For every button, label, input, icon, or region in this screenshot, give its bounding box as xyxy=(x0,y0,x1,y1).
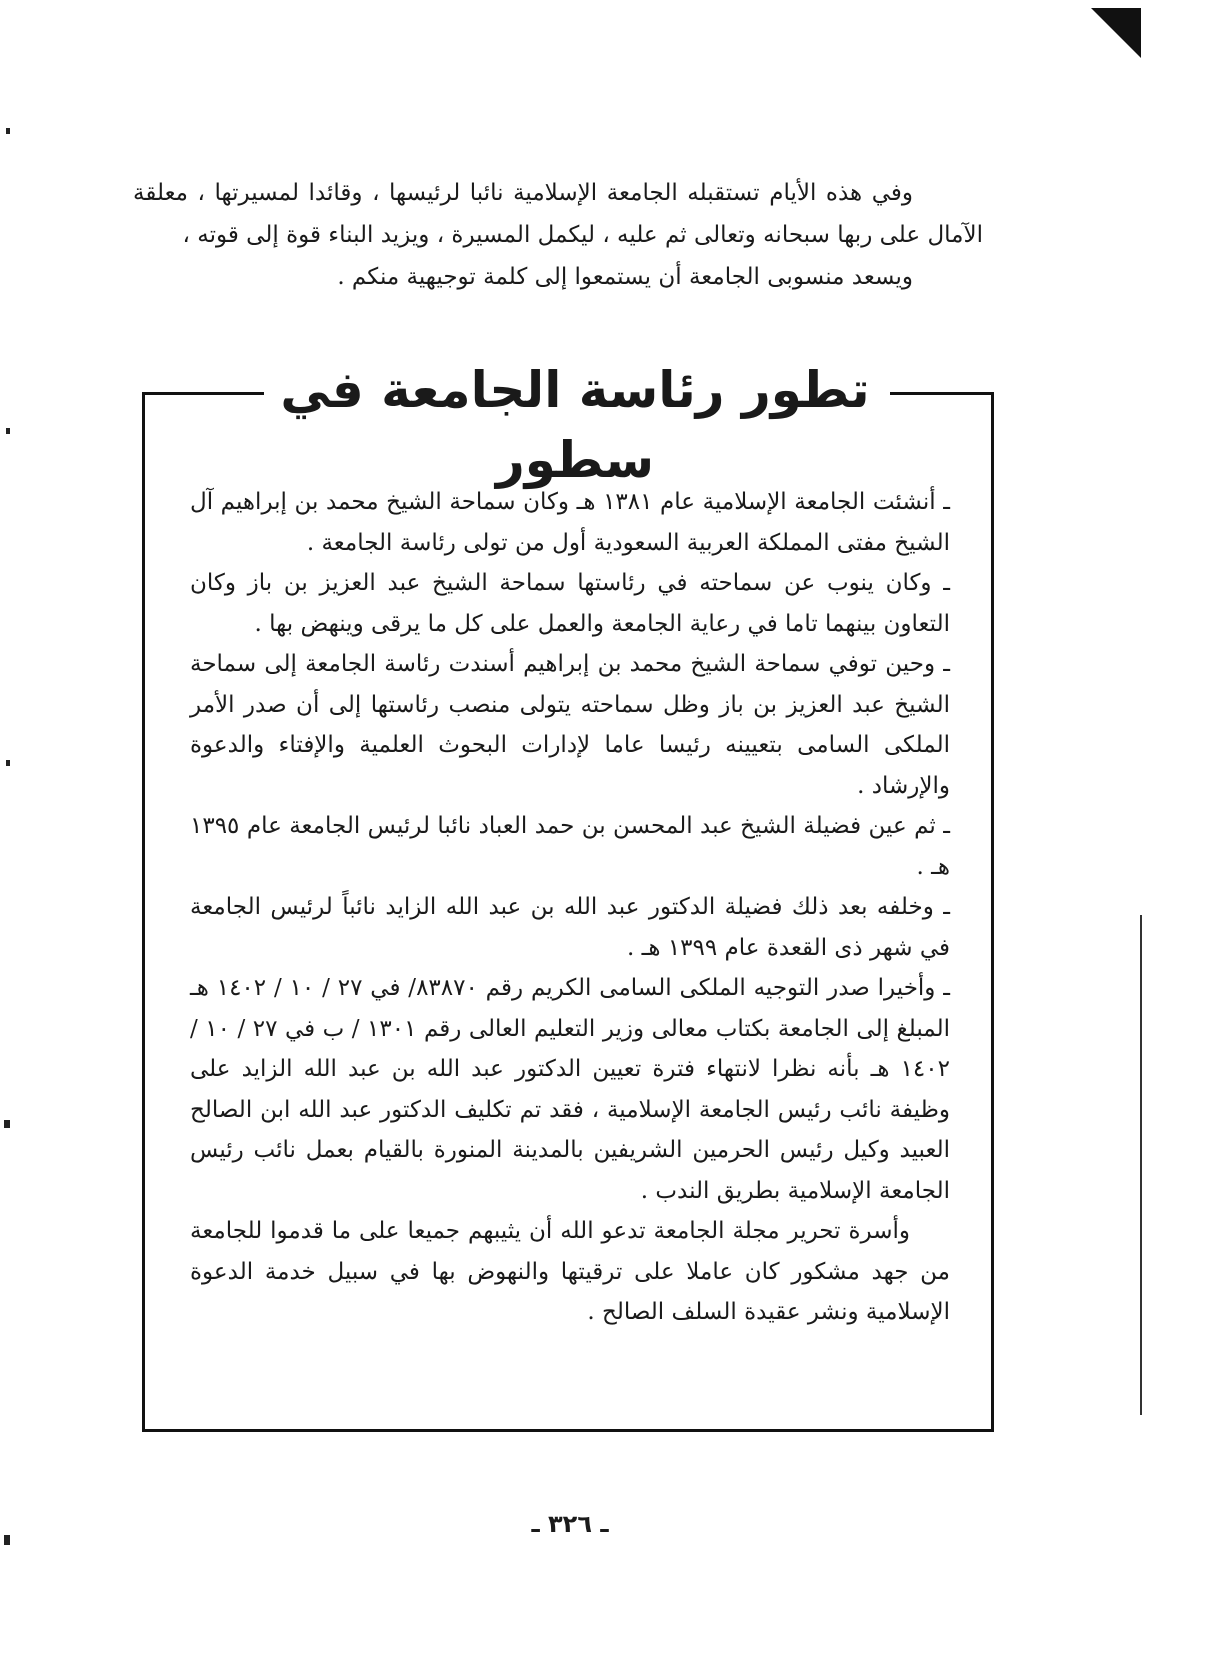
intro-text xyxy=(133,172,983,298)
corner-triangle-mark xyxy=(1091,8,1141,58)
paragraph: ـ وكان ينوب عن سماحته في رئاستها سماحة الشيخ عبد العزيز بن باز وكان التعاون بينهما تاما في رعاية الجامعة والعمل على كل ما يرقى وينهض بها . xyxy=(190,570,950,637)
intro-line-2: ويسعد منسوبى الجامعة أن يستمعوا إلى كلمة توجيهية منكم . xyxy=(337,264,913,290)
page-number: ـ ٣٢٦ ـ xyxy=(531,1510,609,1538)
intro-line-1: وفي هذه الأيام تستقبله الجامعة الإسلامية نائبا لرئيسها ، وقائدا لمسيرتها ، معلقة الآمال على ربها سبحانه وتعالى ثم عليه ، ليكمل المسيرة ، ويزيد البناء قوة إلى قوته ، xyxy=(133,180,983,248)
scan-speck xyxy=(4,1535,10,1545)
scan-speck xyxy=(6,428,10,434)
paragraph: ـ أنشئت الجامعة الإسلامية عام ١٣٨١ هـ وكان سماحة الشيخ محمد بن إبراهيم آل الشيخ مفتى المملكة العربية السعودية أول من تولى رئاسة الجامعة . xyxy=(190,489,950,556)
scan-speck xyxy=(6,760,10,766)
section-body xyxy=(190,482,950,1333)
paragraph: ـ وحين توفي سماحة الشيخ محمد بن إبراهيم أسندت رئاسة الجامعة إلى سماحة الشيخ عبد العزيز بن باز وظل سماحته يتولى منصب رئاستها إلى أن صدر الأمر الملكى السامى بتعيينه رئيسا عاما لإدارات البحوث العلمية والإفتاء والدعوة والإرشاد . xyxy=(190,651,950,799)
paragraph: وأسرة تحرير مجلة الجامعة تدعو الله أن يثيبهم جميعا على ما قدموا للجامعة من جهد مشكور كان عاملا على ترقيتها والنهوض بها في سبيل خدمة الدعوة الإسلامية ونشر عقيدة السلف الصالح . xyxy=(190,1218,950,1325)
margin-rule xyxy=(1140,915,1142,1415)
scan-speck xyxy=(6,128,10,134)
section-title: تطور رئاسة الجامعة في سطور xyxy=(280,361,870,489)
scan-speck xyxy=(4,1120,10,1128)
paragraph: ـ وخلفه بعد ذلك فضيلة الدكتور عبد الله بن عبد الله الزايد نائباً لرئيس الجامعة في شهر ذى القعدة عام ١٣٩٩ هـ . xyxy=(190,894,950,961)
paragraph: ـ ثم عين فضيلة الشيخ عبد المحسن بن حمد العباد نائبا لرئيس الجامعة عام ١٣٩٥ هـ . xyxy=(190,813,950,880)
paragraph: ـ وأخيرا صدر التوجيه الملكى السامى الكريم رقم ٨٣٨٧٠/ في ٢٧ / ١٠ / ١٤٠٢ هـ المبلغ إلى الجامعة بكتاب معالى وزير التعليم العالى رقم ١٣٠١ / ب في ٢٧ / ١٠ / ١٤٠٢ هـ بأنه نظرا لانتهاء فترة تعيين الدكتور عبد الله بن عبد الله الزايد على وظيفة نائب رئيس الجامعة الإسلامية ، فقد تم تكليف الدكتور عبد الله ابن الصالح العبيد وكيل رئيس الحرمين الشريفين بالمدينة المنورة بالقيام بعمل نائب رئيس الجامعة الإسلامية بطريق الندب . xyxy=(190,975,950,1204)
